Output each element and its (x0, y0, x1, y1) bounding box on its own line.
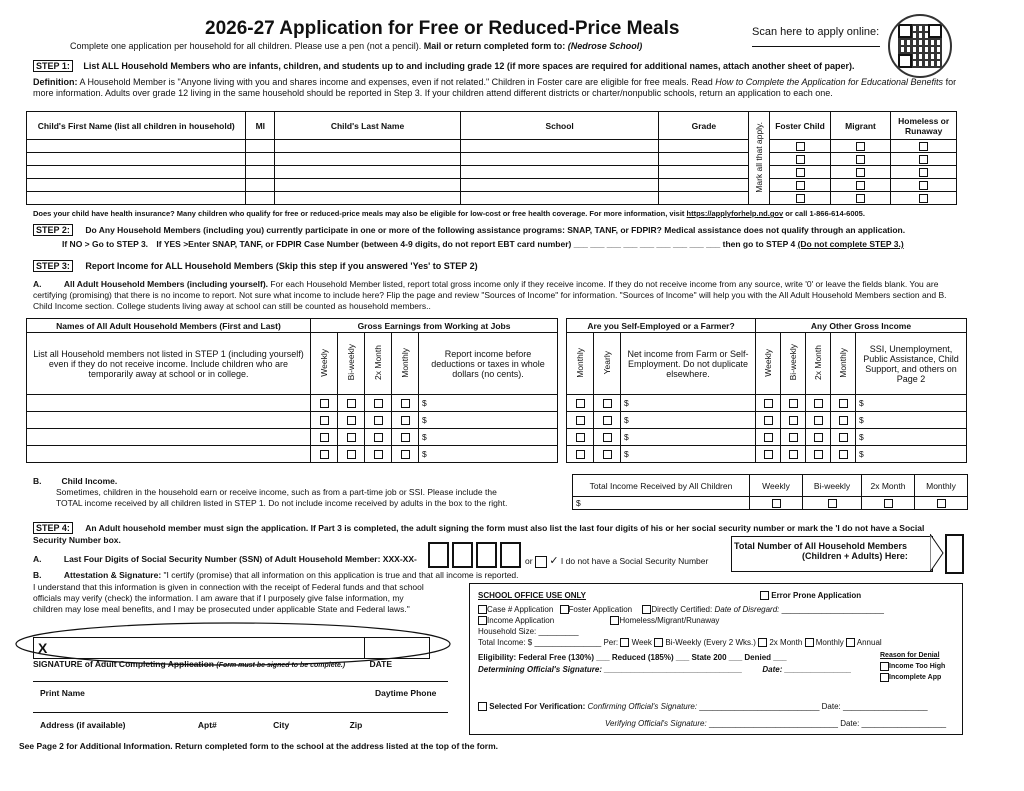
migrant-checkbox[interactable] (856, 194, 865, 203)
homeless-checkbox[interactable] (919, 155, 928, 164)
col-last-name: Child's Last Name (275, 112, 461, 140)
col-foster: Foster Child (770, 112, 831, 140)
table-row[interactable]: $ (756, 412, 967, 429)
table-row[interactable] (27, 153, 957, 166)
table-row[interactable]: $ (567, 446, 756, 463)
col-mark-all: Mark all that apply. (749, 112, 770, 205)
migrant-checkbox[interactable] (856, 181, 865, 190)
table-row[interactable]: $ (756, 429, 967, 446)
table-row[interactable]: $ (567, 395, 756, 412)
freq-weekly: Weekly (319, 348, 329, 377)
self-note: Net income from Farm or Self-Employment. Do not duplicate elsewhere. (621, 333, 756, 395)
office-title: SCHOOL OFFICE USE ONLY (478, 591, 587, 600)
ssn-digit-input[interactable] (428, 542, 449, 568)
homeless-checkbox[interactable] (919, 181, 928, 190)
step1-heading: STEP 1: List ALL Household Members who are infants, children, and students up to and including grade 12 (if more spaces are required for additional names, attach another sheet of paper). (33, 60, 913, 72)
migrant-checkbox[interactable] (856, 155, 865, 164)
daytime-phone-label: Daytime Phone (375, 688, 437, 698)
foster-checkbox[interactable] (796, 194, 805, 203)
office-use-box: SCHOOL OFFICE USE ONLY Error Prone Application Case # Application Foster Application Directly Certified: Date of Disregard: _______________________ Income Application Homeless/Migrant/Runaway Household Size: _________ Total Income: $ _______________ Per: Week Bi-Weekly (Every 2 Wks.) 2x Month Monthly Annual Eligibility: Federal Free (130%) ___ Reduced (185%) ___ State 200 ___ Denied ___ Reason for Denial Income Too High Incomplete App Determining Official's Signature: _______________________________ Date: _______________ Selected For Verification: Confirming Official's Signature: ___________________________ Date: ___________________ Verifying Official's Signature: _____________________________ Date: ___________________ (469, 583, 963, 735)
step2-options: If NO > Go to STEP 3. If YES >Enter SNAP, TANF, or FDPIR Case Number (between 4-9 digits, do not report EBT card number) ___ ___ ___ ___ ___ ___ ___ ___ ___ then go to STEP 4 (Do not complete STEP 3.) (62, 239, 904, 249)
other-note: SSI, Unemployment, Public Assistance, Child Support, and others on Page 2 (856, 333, 967, 395)
foster-checkbox[interactable] (796, 181, 805, 190)
table-row[interactable] (27, 192, 957, 205)
table-row[interactable]: $ (27, 446, 558, 463)
ssn-digit-input[interactable] (500, 542, 521, 568)
table-row[interactable]: $ (567, 412, 756, 429)
foster-checkbox[interactable] (796, 168, 805, 177)
table-row[interactable] (27, 166, 957, 179)
table-row[interactable] (27, 140, 957, 153)
signature-label: SIGNATURE of Adult Completing Application (Form must be signed to be complete.) DATE (33, 659, 393, 669)
freq-biweekly: Bi-weekly (346, 344, 356, 381)
ssn-digit-input[interactable] (452, 542, 473, 568)
homeless-checkbox[interactable] (919, 168, 928, 177)
ssn-digit-input[interactable] (476, 542, 497, 568)
step4-tag: STEP 4: (33, 522, 73, 534)
table-row[interactable]: $ (27, 429, 558, 446)
other-income-table: Any Other Gross Income Weekly Bi-weekly 2x Month Monthly SSI, Unemployment, Public Assistance, Child Support, and others on Page 2 $ $ $ $ (755, 318, 967, 463)
adult-income-table (26, 318, 558, 463)
ssn-row: A. Last Four Digits of Social Security Number (SSN) of Adult Household Member: XXX-XX- (33, 554, 417, 564)
insurance-note: Does your child have health insurance? Many children who qualify for free or reduced-price meals may also be eligible for low-cost or free health coverage. For more information, visit https://applyforhelp.nd.gov or call 1-866-614-6005. (33, 209, 865, 218)
col-mi: MI (246, 112, 275, 140)
gross-header: Gross Earnings from Working at Jobs (311, 319, 558, 333)
print-name-line[interactable] (33, 681, 448, 682)
step3-a-text: A. All Adult Household Members (including yourself). For each Household Member listed, report total gross income only if they receive income. If they do not receive income from any source, write '0' or leave the fields blank. You are certifying (promising) that there is no income to report. Not sure what income to include here? Flip the page and review "Sources of Income" for information. "Sources of Income" will help you with the All Adult Household Members section and B. Child Income section. College students living away at school can still be counted as household members.. (33, 279, 947, 311)
total-members-box: Total Number of All Household Members (Children + Adults) Here: (731, 536, 933, 572)
address-labels: Address (if available) Apt# City Zip (40, 720, 363, 730)
self-employed-table: Are you Self-Employed or a Farmer? Monthly Yearly Net income from Farm or Self-Employment. Do not duplicate elsewhere. $ $ $ $ (566, 318, 756, 463)
table-row[interactable]: $ (27, 412, 558, 429)
self-header: Are you Self-Employed or a Farmer? (567, 319, 756, 333)
table-row[interactable] (27, 179, 957, 192)
insurance-link[interactable]: https://applyforhelp.nd.gov (686, 209, 784, 218)
step4-heading: STEP 4: An Adult household member must sign the application. If Part 3 is completed, the adult signing the form must also list the last four digits of his or her social security number or mark the 'I do not have a Social Security Number box. (33, 523, 925, 545)
subtitle: Complete one application per household for all children. Please use a pen (not a pencil). Mail or return completed form to: (Nedrose School) (70, 41, 643, 51)
table-row[interactable]: $ (756, 446, 967, 463)
col-migrant: Migrant (830, 112, 891, 140)
no-ssn-checkbox[interactable] (535, 556, 547, 568)
total-members-input[interactable] (945, 534, 964, 574)
homeless-checkbox[interactable] (919, 142, 928, 151)
col-homeless: Homeless or Runaway (891, 112, 957, 140)
footer-note: See Page 2 for Additional Information. Return completed form to the school at the address listed at the top of the form. (19, 741, 499, 751)
step2-tag: STEP 2: (33, 224, 73, 236)
names-note: List all Household members not listed in STEP 1 (including yourself) even if they do not receive income. Include children who are temporarily away at school or in college. (27, 333, 311, 395)
print-name-label: Print Name (40, 688, 85, 698)
step2-heading: STEP 2: Do Any Household Members (including you) currently participate in one or more of the following assistance programs: SNAP, TANF, or FDPIR? Medical assistance does not qualify through an application. (33, 224, 905, 236)
col-first-name: Child's First Name (list all children in household) (27, 112, 246, 140)
foster-checkbox[interactable] (796, 155, 805, 164)
other-header: Any Other Gross Income (756, 319, 967, 333)
arrow-icon (930, 534, 944, 572)
address-line[interactable] (33, 712, 448, 713)
table-row[interactable]: $ (27, 395, 558, 412)
scan-line (752, 46, 880, 47)
attestation-text: I understand that this information is given in connection with the receipt of Federal funds and that school officials may verify (check) the information. I am aware that if I purposely give false information, my children may lose meal benefits, and I may be prosecuted under applicable State and Federal laws." (33, 582, 424, 614)
step1-tag: STEP 1: (33, 60, 73, 72)
col-school: School (460, 112, 659, 140)
migrant-checkbox[interactable] (856, 168, 865, 177)
freq-2xmonth: 2x Month (373, 345, 383, 380)
table-row[interactable]: $ (756, 395, 967, 412)
form-title: 2026-27 Application for Free or Reduced-Price Meals (205, 18, 680, 39)
freq-monthly: Monthly (400, 347, 410, 378)
no-ssn-option: or ✓ I do not have a Social Security Number (525, 555, 709, 567)
homeless-checkbox[interactable] (919, 194, 928, 203)
signature-input[interactable]: X (33, 637, 430, 659)
step3-tag: STEP 3: (33, 260, 73, 272)
gross-note: Report income before deductions or taxes in whole dollars (no cents). (419, 333, 558, 395)
migrant-checkbox[interactable] (856, 142, 865, 151)
table-row[interactable]: $ (567, 429, 756, 446)
foster-checkbox[interactable] (796, 142, 805, 151)
col-grade: Grade (659, 112, 749, 140)
child-income-input[interactable]: $ (573, 497, 750, 510)
step3-heading: STEP 3: Report Income for ALL Household Members (Skip this step if you answered 'Yes' to STEP 2) (33, 260, 478, 272)
names-header: Names of All Adult Household Members (First and Last) (27, 319, 311, 333)
step1-definition: Definition: A Household Member is "Anyone living with you and shares income and expenses, even if not related." Children in Foster care are eligible for free meals. Read How to Complete the Application for Educational Benefits for more information. Adults over grade 12 living in the same household should be reported in Step 3. If your children attend different districts or charter/nonpublic schools, return an application to each one. (33, 77, 957, 98)
child-income-table: Total Income Received by All Children Weekly Bi-weekly 2x Month Monthly $ (572, 474, 968, 510)
children-table (26, 111, 957, 205)
attestation: B. Attestation & Signature: "I certify (promise) that all information on this application is true and that all income is reported. (33, 570, 519, 580)
scan-label: Scan here to apply online: (752, 26, 880, 38)
child-income-text: B. Child Income. Sometimes, children in the household earn or receive income, such as from a part-time job or SSI. Please include the TOTAL income received by all children listed in STEP 1. Do not include income received by adults in the box to the right. (33, 476, 508, 508)
